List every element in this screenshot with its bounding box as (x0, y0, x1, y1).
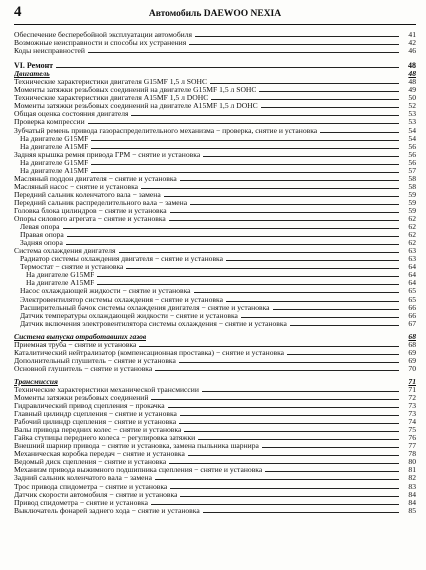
toc-entry-page: 71 (408, 385, 416, 394)
toc-entry (14, 239, 416, 247)
toc-leader (170, 488, 399, 489)
toc-entry (14, 199, 416, 207)
toc-leader (67, 236, 399, 237)
toc-entry (14, 94, 416, 102)
toc-leader (179, 423, 399, 424)
toc-leader (241, 317, 399, 318)
toc-leader (97, 284, 399, 285)
toc-leader (91, 140, 399, 141)
toc-entry-title: Главный цилиндр сцепления − снятие и установка (14, 410, 177, 419)
toc-entry-page: 48 (408, 78, 416, 87)
toc-entry-title: Привод спидометра − снятие и установка (14, 498, 148, 507)
toc-entry (14, 296, 416, 304)
toc-entry-page: 62 (408, 223, 416, 232)
toc-entry-page: 72 (408, 394, 416, 403)
toc-entry-title: Моменты затяжки резьбовых соединений на двигателе G15MF 1,5 л SOHC (14, 86, 257, 95)
toc-leader (151, 504, 399, 505)
toc-leader (180, 180, 399, 181)
toc-entry (14, 78, 416, 86)
toc-entry-page: 56 (408, 150, 416, 159)
toc-entry (14, 483, 416, 491)
toc-leader (290, 325, 399, 326)
toc-leader (226, 260, 399, 261)
toc-entry (14, 127, 416, 135)
toc-entry-page: 54 (408, 134, 416, 143)
toc-leader (320, 132, 399, 133)
toc-leader (126, 268, 399, 269)
toc-entry-title: Гидравлический привод сцепления − прокачка (14, 402, 165, 411)
toc-entry (14, 86, 416, 94)
table-of-contents (14, 31, 416, 515)
toc-leader (195, 36, 399, 37)
toc-entry (14, 320, 416, 328)
toc-entry (14, 349, 416, 357)
toc-entry-page: 56 (408, 142, 416, 151)
toc-entry-title: Система охлаждения двигателя (14, 247, 116, 256)
toc-leader (180, 415, 399, 416)
toc-entry-page: 56 (408, 158, 416, 167)
toc-entry-page: 66 (408, 303, 416, 312)
toc-entry-page: 63 (408, 255, 416, 264)
toc-leader (88, 123, 399, 124)
toc-entry (14, 31, 416, 39)
page-header (14, 4, 416, 22)
toc-entry-page: 59 (408, 206, 416, 215)
toc-leader (91, 148, 399, 149)
toc-entry-title: Дополнительный глушитель − снятие и установка (14, 356, 176, 365)
toc-entry-title: Проверка компрессии (14, 118, 85, 127)
toc-entry (14, 143, 416, 151)
toc-entry (14, 402, 416, 410)
toc-leader (273, 309, 399, 310)
toc-entry-title: Радиатор системы охлаждения двигателя − снятие и установка (20, 255, 224, 264)
toc-entry-title: Двигатель (14, 70, 50, 79)
toc-entry (14, 341, 416, 349)
toc-entry-page: 62 (408, 231, 416, 240)
toc-leader (88, 52, 399, 53)
toc-entry-page: 83 (408, 482, 416, 491)
toc-entry-page: 64 (408, 279, 416, 288)
toc-leader (164, 196, 399, 197)
toc-leader (139, 346, 399, 347)
toc-entry-page: 80 (408, 458, 416, 467)
toc-entry-title: На двигателе G15MF (26, 271, 95, 280)
toc-entry (14, 458, 416, 466)
toc-part-title: VI. Ремонт (14, 62, 54, 71)
toc-leader (265, 471, 399, 472)
page-number: 4 (14, 4, 22, 20)
toc-entry-title: Внешний шарнир привода − снятие и установка, замена пыльника шарнира (14, 442, 259, 451)
toc-entry-page: 62 (408, 215, 416, 224)
toc-leader (262, 447, 399, 448)
toc-entry-title: Датчик включения электровентилятора системы охлаждения − снятие и установка (20, 319, 287, 328)
toc-entry-page: 75 (408, 426, 416, 435)
toc-leader (91, 172, 399, 173)
toc-leader (56, 67, 399, 68)
toc-entry-page: 59 (408, 198, 416, 207)
toc-entry-page: 53 (408, 110, 416, 119)
toc-entry (14, 47, 416, 55)
toc-leader (210, 83, 399, 84)
toc-entry-page: 84 (408, 490, 416, 499)
toc-entry-page: 69 (408, 348, 416, 357)
toc-entry (14, 118, 416, 126)
toc-leader (169, 463, 399, 464)
toc-entry-page: 64 (408, 263, 416, 272)
toc-entry-title: Механическая коробка передач − снятие и установка (14, 450, 185, 459)
toc-entry (14, 450, 416, 458)
toc-entry-page: 42 (408, 39, 416, 48)
toc-entry-page: 48 (408, 70, 416, 79)
toc-entry-title: Выключатель фонарей заднего хода − снятие и установка (14, 506, 200, 515)
toc-entry-title: Технические характеристики двигателя G15MF 1,5 л SOHC (14, 78, 208, 87)
toc-entry (14, 159, 416, 167)
toc-entry-title: Задняя опора (20, 239, 63, 248)
toc-entry (14, 491, 416, 499)
toc-leader (170, 212, 399, 213)
toc-entry-title: Общая оценка состояния двигателя (14, 110, 129, 119)
toc-leader (151, 399, 399, 400)
toc-entry-title: Масляный насос − снятие и установка (14, 182, 139, 191)
toc-leader (155, 370, 399, 371)
toc-entry-page: 77 (408, 442, 416, 451)
toc-entry-page: 74 (408, 418, 416, 427)
toc-entry-page: 71 (408, 377, 416, 386)
toc-entry-title: Опоры силового агрегата − снятие и установка (14, 215, 166, 224)
toc-entry-page: 70 (408, 364, 416, 373)
toc-entry-title: Обеспечение бесперебойной эксплуатации автомобиля (14, 31, 193, 39)
toc-entry-title: Зубчатый ремень привода газораспределительного механизма − проверка, снятие и установка (14, 126, 318, 135)
toc-entry-title: Система выпуска отработавших газов (14, 332, 147, 341)
toc-entry-page: 64 (408, 271, 416, 280)
toc-entry-page: 63 (408, 247, 416, 256)
toc-entry-page: 84 (408, 498, 416, 507)
toc-entry-title: На двигателе G15MF (20, 158, 89, 167)
toc-leader (202, 391, 399, 392)
toc-entry (14, 507, 416, 515)
toc-entry-title: На двигателе A15MF (26, 279, 95, 288)
toc-entry-page: 59 (408, 190, 416, 199)
toc-entry-page: 41 (408, 31, 416, 39)
toc-entry-title: Передний сальник распределительного вала − замена (14, 198, 188, 207)
toc-section-heading (14, 70, 416, 78)
toc-entry (14, 279, 416, 287)
toc-entry-page: 65 (408, 287, 416, 296)
toc-entry (14, 135, 416, 143)
toc-entry (14, 386, 416, 394)
toc-entry-page: 69 (408, 356, 416, 365)
toc-entry-title: Головка блока цилиндров − снятие и установка (14, 206, 167, 215)
toc-entry (14, 434, 416, 442)
toc-entry (14, 426, 416, 434)
toc-entry-page: 57 (408, 166, 416, 175)
toc-entry (14, 215, 416, 223)
toc-entry-title: На двигателе A15MF (20, 166, 89, 175)
toc-entry-page: 67 (408, 319, 416, 328)
toc-entry-title: Трос привода спидометра − снятие и установка (14, 482, 168, 491)
toc-entry (14, 466, 416, 474)
book-title: Автомобиль DAEWOO NEXIA (148, 9, 282, 19)
toc-entry-title: На двигателе G15MF (20, 134, 89, 143)
toc-entry-page: 65 (408, 295, 416, 304)
toc-entry (14, 183, 416, 191)
toc-entry (14, 175, 416, 183)
toc-entry-title: Основной глушитель − снятие и установка (14, 364, 153, 373)
toc-entry-title: Передний сальник коленчатого вала − замена (14, 190, 161, 199)
toc-entry-title: Датчик скорости автомобиля − снятие и установка (14, 490, 178, 499)
toc-entry-title: Каталитический нейтрализатор (компенсационная проставка) − снятие и установка (14, 348, 285, 357)
toc-entry (14, 418, 416, 426)
toc-entry-title: Левая опора (20, 223, 60, 232)
toc-leader (119, 252, 399, 253)
toc-entry (14, 102, 416, 110)
toc-entry-title: Валы привода передних колес − снятие и установка (14, 426, 182, 435)
toc-entry-page: 46 (408, 47, 416, 56)
toc-entry-page: 85 (408, 506, 416, 515)
toc-entry (14, 255, 416, 263)
header-rule (14, 24, 416, 25)
toc-entry (14, 410, 416, 418)
toc-entry (14, 207, 416, 215)
toc-leader (184, 431, 399, 432)
toc-block-exhaust (14, 333, 416, 373)
toc-part-heading (14, 62, 416, 70)
toc-entry-page: 82 (408, 474, 416, 483)
toc-leader (287, 354, 399, 355)
toc-entry (14, 110, 416, 118)
toc-leader (141, 188, 399, 189)
toc-entry-page: 49 (408, 86, 416, 95)
toc-entry-title: Приемная труба − снятие и установка (14, 340, 137, 349)
toc-entry-title: Трансмиссия (14, 377, 58, 386)
toc-section-heading (14, 333, 416, 341)
toc-leader (226, 301, 399, 302)
toc-leader (97, 276, 399, 277)
toc-entry (14, 499, 416, 507)
toc-entry (14, 365, 416, 373)
toc-entry (14, 442, 416, 450)
toc-entry-page: 53 (408, 118, 416, 127)
toc-leader (198, 439, 399, 440)
toc-entry-title: Электровентилятор системы охлаждения − снятие и установка (20, 295, 223, 304)
toc-entry-page: 68 (408, 332, 416, 341)
toc-entry-page: 76 (408, 434, 416, 443)
toc-entry-page: 68 (408, 340, 416, 349)
toc-entry (14, 287, 416, 295)
toc-entry-title: Коды неисправностей (14, 47, 85, 56)
toc-leader (190, 204, 399, 205)
toc-entry (14, 394, 416, 402)
toc-block-operation (14, 31, 416, 55)
toc-entry-title: Моменты затяжки резьбовых соединений (14, 394, 149, 403)
toc-entry (14, 271, 416, 279)
toc-entry (14, 39, 416, 47)
toc-block-transmission (14, 378, 416, 515)
toc-entry-page: 81 (408, 466, 416, 475)
toc-leader (66, 244, 399, 245)
toc-entry (14, 223, 416, 231)
toc-leader (180, 496, 399, 497)
toc-entry-page: 78 (408, 450, 416, 459)
toc-entry-page: 50 (408, 94, 416, 103)
toc-leader (188, 455, 399, 456)
toc-entry-title: Моменты затяжки резьбовых соединений на двигателе A15MF 1,5 л DOHC (14, 102, 258, 111)
toc-entry-title: На двигателе A15MF (20, 142, 89, 151)
toc-leader (203, 156, 399, 157)
toc-entry (14, 474, 416, 482)
toc-entry-title: Возможные неисправности и способы их устранения (14, 39, 187, 48)
toc-entry-page: 52 (408, 102, 416, 111)
toc-entry-page: 66 (408, 311, 416, 320)
toc-entry (14, 167, 416, 175)
toc-entry-title: Датчик температуры охлаждающей жидкости − снятие и установка (20, 311, 238, 320)
toc-leader (63, 228, 399, 229)
toc-leader (168, 407, 399, 408)
toc-block-engine (14, 70, 416, 328)
toc-leader (179, 362, 399, 363)
toc-entry-page: 58 (408, 182, 416, 191)
toc-entry-title: Технические характеристики двигателя A15MF 1,5 л DOHC (14, 94, 209, 103)
toc-entry-title: Задняя крышка ремня привода ГРМ − снятие и установка (14, 150, 201, 159)
toc-entry-title: Термостат − снятие и установка (20, 263, 124, 272)
toc-entry-title: Гайка ступицы переднего колеса − регулировка затяжки (14, 434, 196, 443)
toc-entry-page: 62 (408, 239, 416, 248)
toc-leader (155, 479, 399, 480)
toc-entry (14, 312, 416, 320)
toc-entry-title: Ведомый диск сцепления − снятие и установка (14, 458, 167, 467)
toc-entry-title: Расширительный бачок системы охлаждения двигателя − снятие и установка (20, 303, 270, 312)
toc-entry (14, 357, 416, 365)
toc-section-heading (14, 378, 416, 386)
toc-leader (194, 292, 399, 293)
toc-entry-title: Масляный поддон двигателя − снятие и установка (14, 174, 177, 183)
toc-entry-title: Рабочий цилиндр сцепления − снятие и установка (14, 418, 177, 427)
toc-leader (169, 220, 399, 221)
toc-part-page: 48 (408, 62, 416, 71)
toc-entry-page: 58 (408, 174, 416, 183)
toc-leader (261, 107, 399, 108)
toc-leader (203, 512, 399, 513)
toc-entry-page: 73 (408, 410, 416, 419)
toc-leader (211, 99, 399, 100)
toc-entry-page: 54 (408, 126, 416, 135)
toc-leader (189, 44, 399, 45)
toc-entry-title: Технические характеристики механической трансмиссии (14, 385, 199, 394)
toc-leader (131, 115, 399, 116)
toc-entry-title: Насос охлаждающей жидкости − снятие и установка (20, 287, 191, 296)
toc-entry (14, 151, 416, 159)
toc-entry-title: Задний сальник коленчатого вала − замена (14, 474, 152, 483)
toc-entry (14, 231, 416, 239)
toc-entry (14, 304, 416, 312)
toc-entry (14, 191, 416, 199)
toc-entry (14, 247, 416, 255)
toc-entry-title: Правая опора (20, 231, 64, 240)
toc-entry-page: 73 (408, 402, 416, 411)
toc-leader (259, 91, 399, 92)
toc-leader (91, 164, 399, 165)
toc-entry (14, 263, 416, 271)
toc-entry-title: Механизм привода выжимного подшипника сцепления − снятие и установка (14, 466, 263, 475)
